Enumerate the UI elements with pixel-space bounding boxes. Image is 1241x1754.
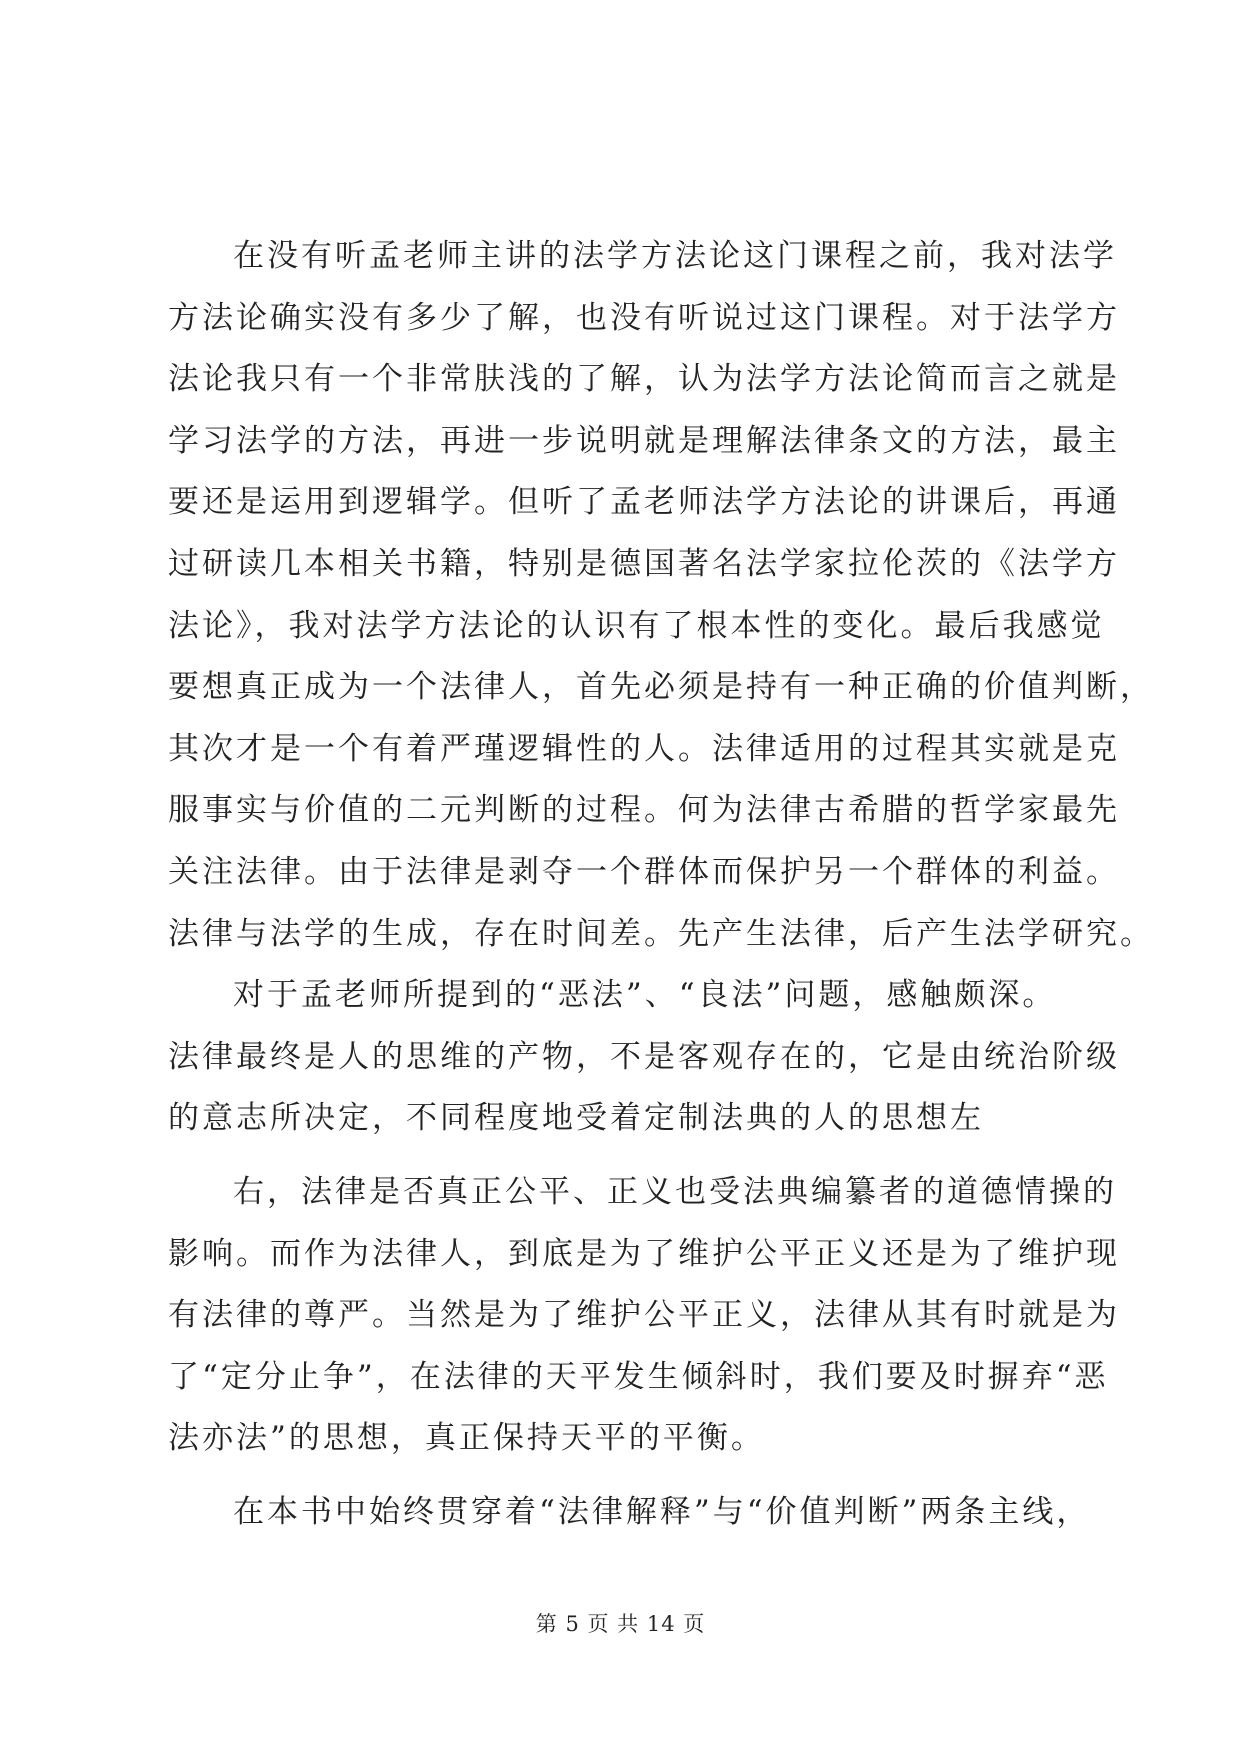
- text-line: 法论》，我对法学方法论的认识有了根本性的变化。最后我感觉: [168, 607, 1105, 644]
- text-line: 法论我只有一个非常肤浅的了解，认为法学方法论简而言之就是: [168, 361, 1120, 398]
- text-line: 右，法律是否真正公平、正义也受法典编纂者的道德情操的: [233, 1173, 1117, 1210]
- text-line: 在没有听孟老师主讲的法学方法论这门课程之前，我对法学: [233, 238, 1117, 274]
- text-line: 学习法学的方法，再进一步说明就是理解法律条文的方法，最主: [168, 422, 1120, 459]
- text-line: 对于孟老师所提到的“恶法”、“良法”问题，感触颇深。: [233, 977, 1057, 1014]
- text-line: 的意志所决定，不同程度地受着定制法典的人的思想左: [168, 1100, 984, 1137]
- text-line: 关注法律。由于法律是剥夺一个群体而保护另一个群体的利益。: [168, 853, 1120, 890]
- text-line: 在本书中始终贯穿着“法律解释”与“价值判断”两条主线，: [233, 1493, 1091, 1530]
- text-line: 有法律的尊严。当然是为了维护公平正义，法律从其有时就是为: [168, 1297, 1120, 1334]
- page-footer: 第 5 页 共 14 页: [535, 1612, 706, 1636]
- text-line: 法亦法”的思想，真正保持天平的平衡。: [168, 1420, 765, 1457]
- paragraph-gap: [168, 1470, 1083, 1482]
- text-line: 法律与法学的生成，存在时间差。先产生法律，后产生法学研究。: [168, 915, 1154, 952]
- text-line: 法律最终是人的思维的产物，不是客观存在的，它是由统治阶级: [168, 1038, 1120, 1075]
- text-line: 其次才是一个有着严瑾逻辑性的人。法律适用的过程其实就是克: [168, 730, 1120, 767]
- text-line: 服事实与价值的二元判断的过程。何为法律古希腊的哲学家最先: [168, 792, 1120, 829]
- document-body: [168, 226, 1154, 1543]
- text-line: 要还是运用到逻辑学。但听了孟老师法学方法论的讲课后，再通: [168, 484, 1120, 521]
- text-line: 方法论确实没有多少了解，也没有听说过这门课程。对于法学方: [168, 299, 1120, 336]
- text-line: 过研读几本相关书籍，特别是德国著名法学家拉伦茨的《法学方: [168, 545, 1120, 582]
- text-line: 影响。而作为法律人，到底是为了维护公平正义还是为了维护现: [168, 1235, 1120, 1272]
- text-line: 了“定分止争”，在法律的天平发生倾斜时，我们要及时摒弃“恶: [168, 1358, 1109, 1395]
- paragraph-gap: [168, 1150, 1083, 1162]
- text-line: 要想真正成为一个法律人，首先必须是持有一种正确的价值判断，: [168, 669, 1154, 706]
